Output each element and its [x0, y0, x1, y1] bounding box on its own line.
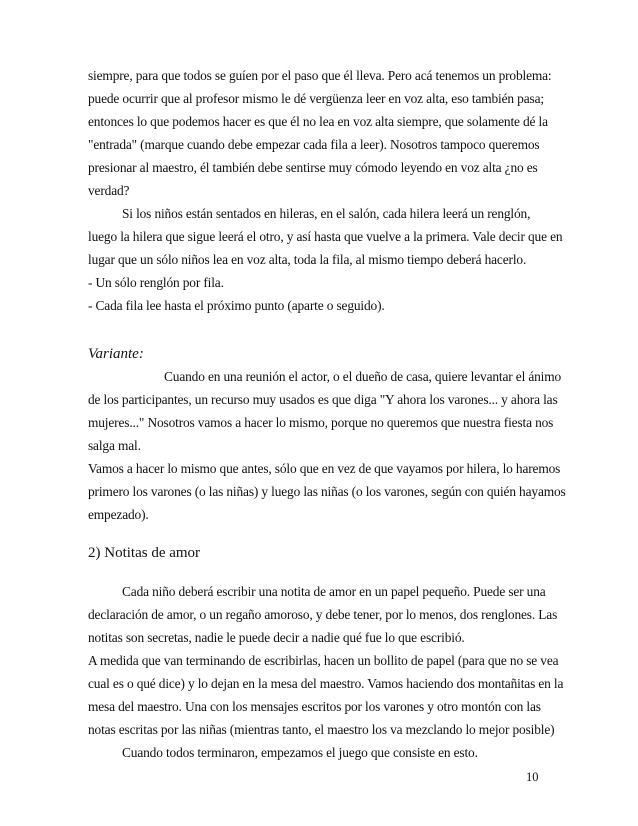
text-line: "entrada" (marque cuando debe empezar cada fila a leer). Nosotros tampoco queremos	[88, 137, 540, 152]
spacer	[88, 526, 550, 542]
text-line: notas escritas por las niñas (mientras tanto, el maestro los va mezclando lo mejor posible)	[88, 722, 555, 737]
text-line: luego la hilera que sigue leerá el otro, y así hasta que vuelve a la primera. Vale decir que en	[88, 229, 563, 244]
text-line: mujeres..." Nosotros vamos a hacer lo mismo, porque no queremos que nuestra fiesta nos	[88, 415, 554, 430]
text-line: entonces lo que podemos hacer es que él no lea en voz alta siempre, que solamente dé la	[88, 114, 548, 129]
section2-paragraph-2	[88, 649, 564, 741]
text-line: cual es o qué dice) y lo dejan en la mesa del maestro. Vamos haciendo dos montañitas en la	[88, 676, 564, 691]
text-line: Cuando todos terminaron, empezamos el juego que consiste en esto.	[122, 745, 478, 760]
text-line: Si los niños están sentados en hileras, en el salón, cada hilera leerá un renglón,	[122, 206, 531, 221]
text-line: salga mal.	[88, 438, 141, 453]
text-line: verdad?	[88, 183, 130, 198]
paragraph-reading-rows	[88, 64, 550, 202]
text-line: primero los varones (o las niñas) y luego las niñas (o los varones, según con quién hayamos	[88, 484, 566, 499]
text-line: lugar que un sólo niños lea en voz alta, toda la fila, al mismo tiempo deberá hacerlo.	[88, 252, 527, 267]
text-line: declaración de amor, o un regaño amoroso, y debe tener, por lo menos, dos renglones. Las	[88, 607, 558, 622]
variant-paragraph-1	[88, 365, 562, 457]
spacer	[88, 564, 550, 580]
text-line: Cuando en una reunión el actor, o el dueño de casa, quiere levantar el ánimo	[164, 369, 562, 384]
section-heading-notitas: 2) Notitas de amor	[88, 545, 201, 561]
text-line: notitas son secretas, nadie le puede decir a nadie qué fue lo que escribió.	[88, 630, 465, 645]
text-line: Vamos a hacer lo mismo que antes, sólo que en vez de que vayamos por hilera, lo haremos	[88, 461, 561, 476]
section2-paragraph-1	[88, 580, 558, 649]
text-line: puede ocurrir que al profesor mismo le dé vergüenza leer en voz alta, eso también pasa;	[88, 91, 544, 106]
text-line: empezado).	[88, 507, 149, 522]
text-line: siempre, para que todos se guíen por el paso que él lleva. Pero acá tenemos un problema:	[88, 68, 552, 83]
page-content	[88, 64, 566, 764]
variant-paragraph-2	[88, 457, 566, 526]
text-line: mesa del maestro. Una con los mensajes escritos por los varones y otro montón con las	[88, 699, 541, 714]
text-line: presionar al maestro, él también debe sentirse muy cómodo leyendo en voz alta ¿no es	[88, 160, 538, 175]
page-number: 10	[526, 770, 539, 784]
list-item: - Cada fila lee hasta el próximo punto (aparte o seguido).	[88, 298, 385, 313]
text-line: Cada niño deberá escribir una notita de amor en un papel pequeño. Puede ser una	[122, 584, 546, 599]
variant-heading: Variante:	[88, 346, 144, 362]
text-line: A medida que van terminando de escribirlas, hacen un bollito de papel (para que no se vea	[88, 653, 559, 668]
paragraph-rows-seated	[88, 202, 563, 271]
list-item: - Un sólo renglón por fila.	[88, 275, 224, 290]
spacer	[88, 317, 550, 343]
text-line: de los participantes, un recurso muy usados es que diga "Y ahora los varones... y ahora las	[88, 392, 558, 407]
rules-list	[88, 271, 550, 317]
section2-paragraph-3	[88, 741, 550, 764]
